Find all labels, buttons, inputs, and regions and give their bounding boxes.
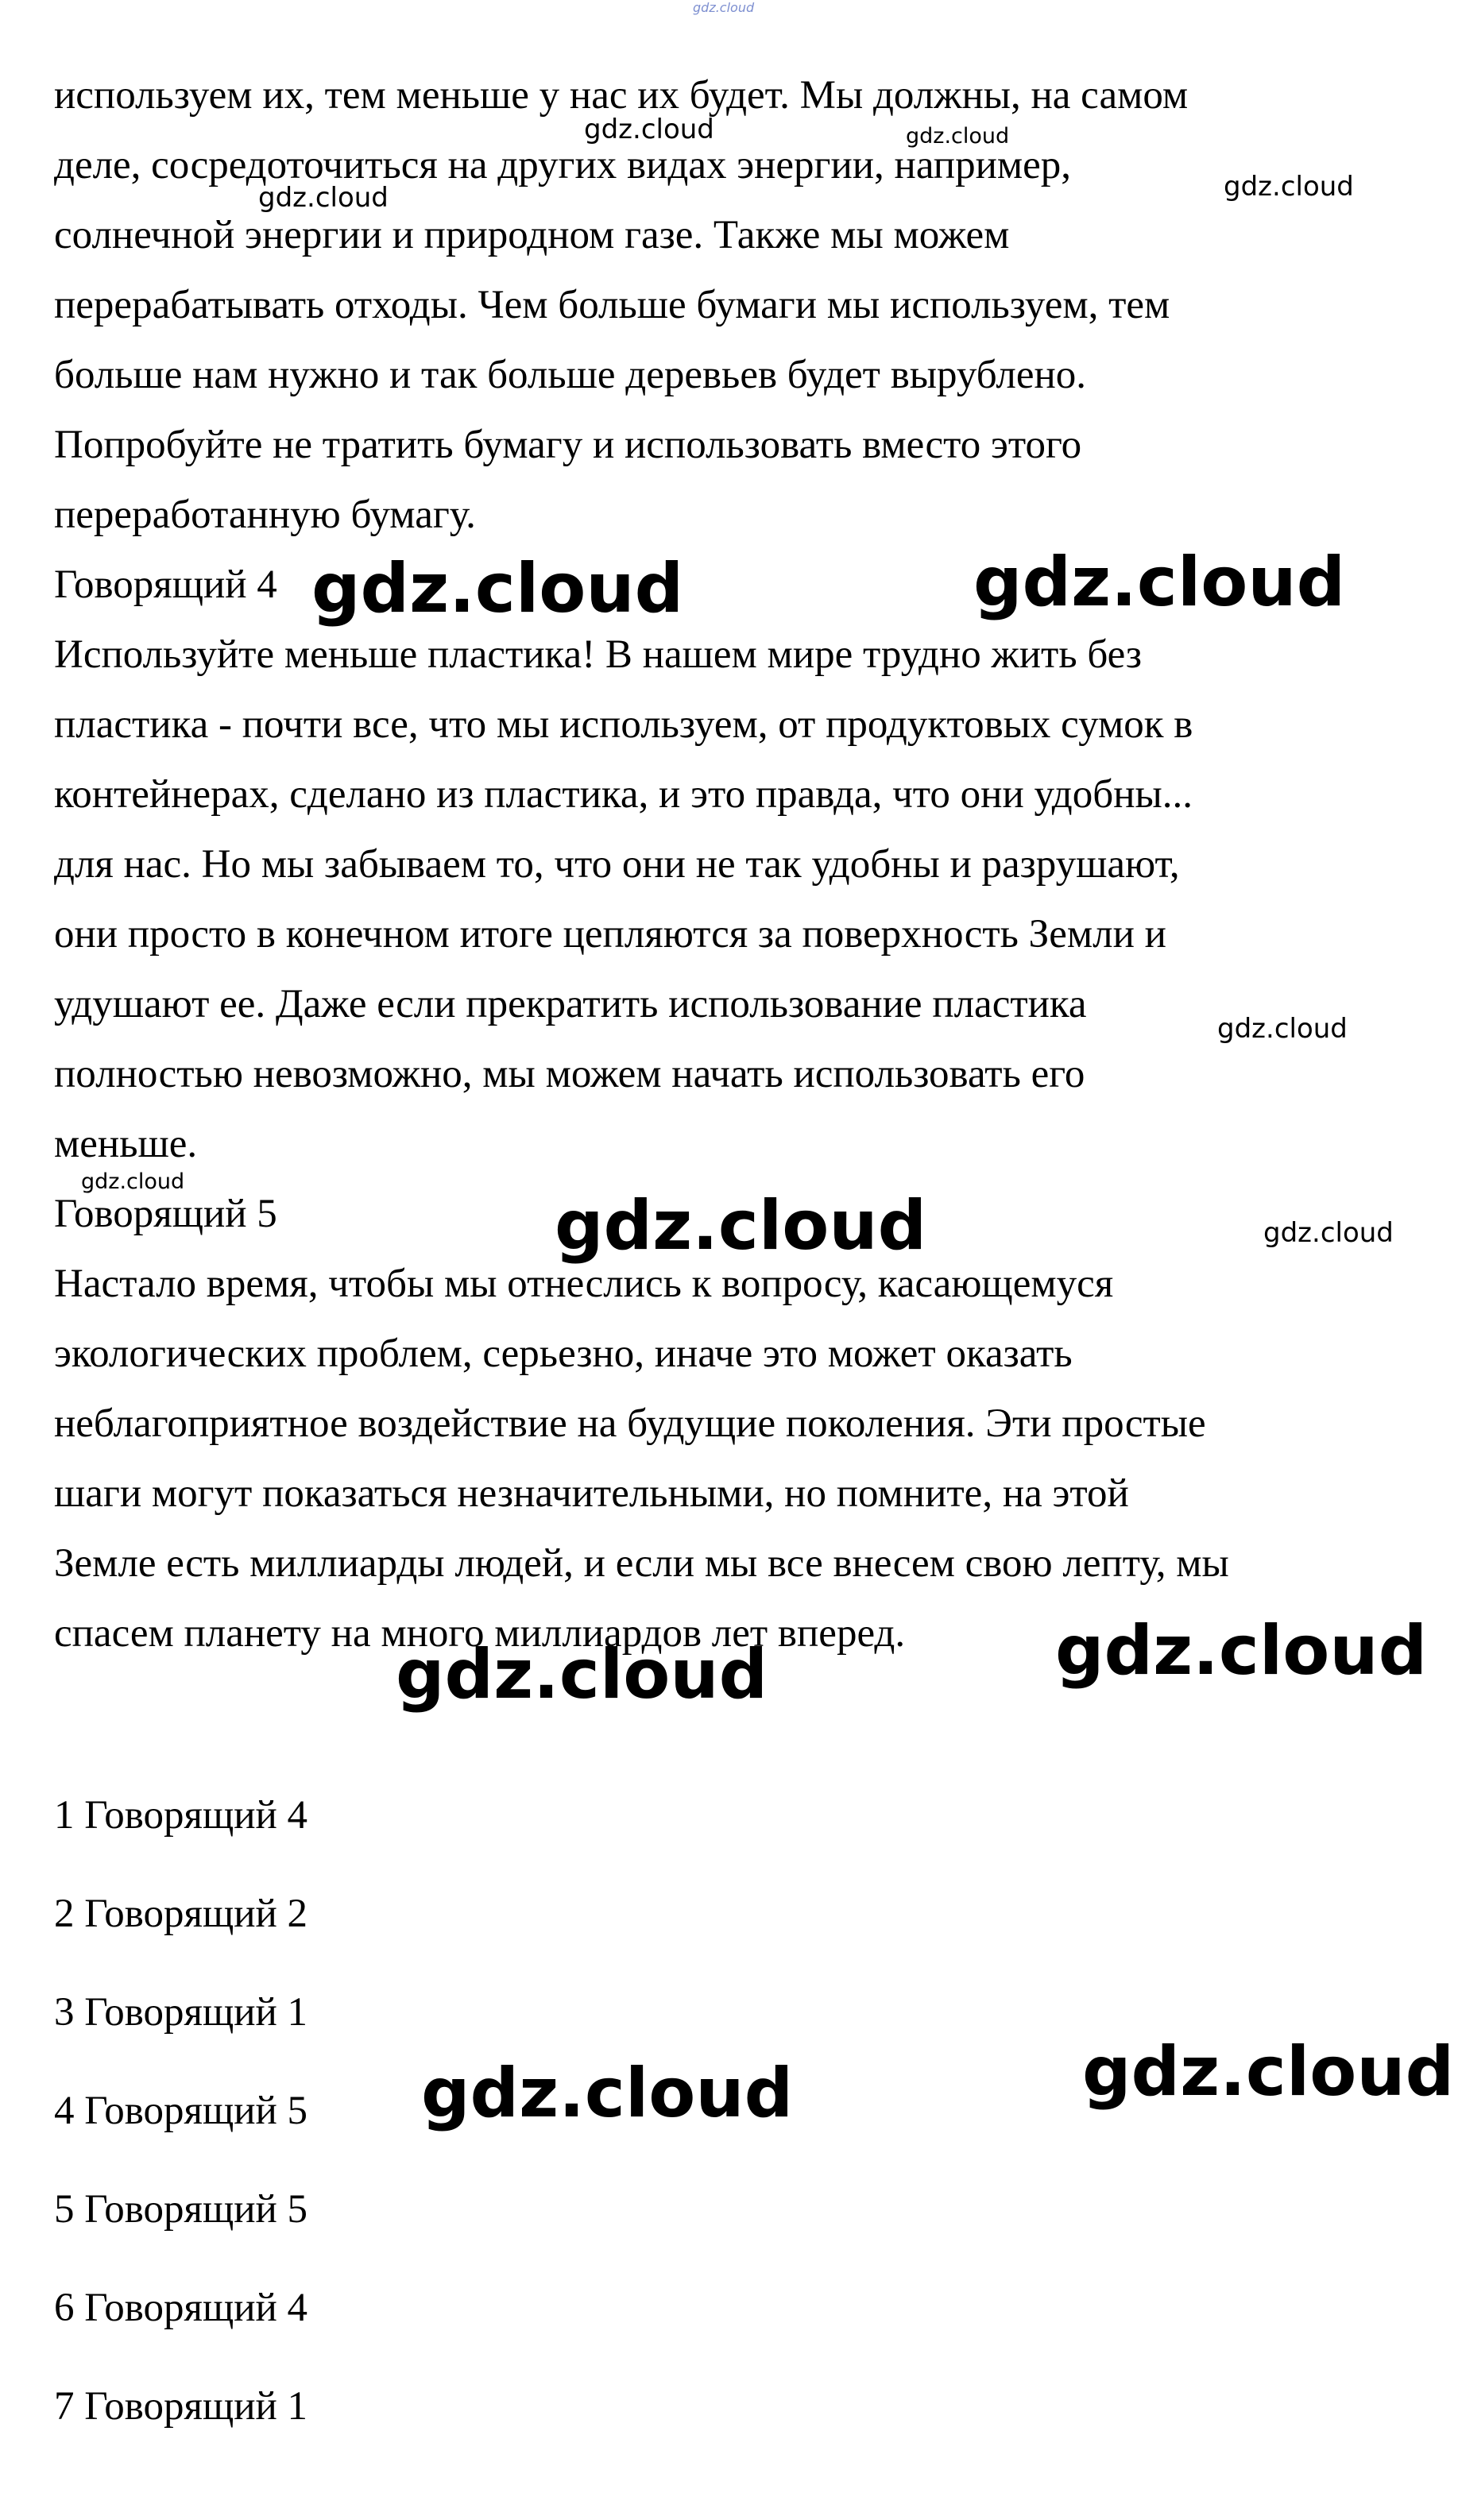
- text-line: солнечной энергии и природном газе. Также мы можем: [54, 213, 1010, 257]
- watermark: gdz.cloud: [555, 1186, 927, 1266]
- text-line: меньше.: [54, 1122, 198, 1166]
- answer-item: 7 Говорящий 1: [54, 2384, 308, 2429]
- watermark: gdz.cloud: [906, 124, 1010, 149]
- watermark: gdz.cloud: [421, 2054, 794, 2133]
- watermark: gdz.cloud: [1224, 171, 1354, 203]
- answer-item: 5 Говорящий 5: [54, 2187, 308, 2232]
- text-line: контейнерах, сделано из пластика, и это правда, что они удобны...: [54, 772, 1193, 817]
- text-line: Используйте меньше пластика! В нашем мире трудно жить без: [54, 632, 1143, 677]
- text-line: Земле есть миллиарды людей, и если мы все внесем свою лепту, мы: [54, 1541, 1229, 1586]
- text-line: удушают ее. Даже если прекратить использование пластика: [54, 982, 1087, 1026]
- text-line: перерабатывать отходы. Чем больше бумаги мы используем, тем: [54, 283, 1170, 327]
- text-line: больше нам нужно и так больше деревьев будет вырублено.: [54, 353, 1087, 397]
- watermark: gdz.cloud: [973, 543, 1346, 622]
- speaker-heading: Говорящий 4: [54, 562, 277, 607]
- text-line: деле, сосредоточиться на других видах энергии, например,: [54, 143, 1072, 187]
- text-line: переработанную бумагу.: [54, 493, 476, 537]
- text-line: неблагоприятное воздействие на будущие поколения. Эти простые: [54, 1401, 1206, 1446]
- watermark-top: gdz.cloud: [693, 0, 755, 15]
- answer-list: [54, 1791, 690, 2481]
- watermark: gdz.cloud: [258, 182, 389, 214]
- answer-item: 3 Говорящий 1: [54, 1990, 308, 2035]
- watermark: gdz.cloud: [311, 549, 684, 628]
- text-line: спасем планету на много миллиардов лет вперед.: [54, 1611, 906, 1656]
- watermark: gdz.cloud: [396, 1635, 768, 1714]
- text-line: шаги могут показаться незначительными, но помните, на этой: [54, 1471, 1129, 1516]
- watermark: gdz.cloud: [1055, 1611, 1428, 1691]
- document-text: [54, 60, 1421, 1668]
- text-line: для нас. Но мы забываем то, что они не так удобны и разрушают,: [54, 842, 1180, 887]
- text-line: полностью невозможно, мы можем начать использовать его: [54, 1052, 1085, 1096]
- text-line: Попробуйте не тратить бумагу и использовать вместо этого: [54, 423, 1082, 467]
- speaker-heading: Говорящий 5: [54, 1192, 277, 1236]
- answer-item: 1 Говорящий 4: [54, 1793, 308, 1838]
- text-line: они просто в конечном итоге цепляются за поверхность Земли и: [54, 912, 1166, 957]
- answer-item: 4 Говорящий 5: [54, 2089, 308, 2133]
- text-line: используем их, тем меньше у нас их будет. Мы должны, на самом: [54, 73, 1189, 118]
- watermark: gdz.cloud: [81, 1169, 185, 1194]
- text-line: экологических проблем, серьезно, иначе это может оказать: [54, 1332, 1073, 1376]
- watermark: gdz.cloud: [1217, 1013, 1348, 1045]
- answer-item: 2 Говорящий 2: [54, 1892, 308, 1936]
- text-line: пластика - почти все, что мы используем, от продуктовых сумок в: [54, 702, 1193, 747]
- watermark: gdz.cloud: [1082, 2032, 1455, 2112]
- watermark: gdz.cloud: [1263, 1217, 1394, 1249]
- answer-item: 6 Говорящий 4: [54, 2286, 308, 2330]
- watermark: gdz.cloud: [584, 114, 714, 145]
- text-line: Настало время, чтобы мы отнеслись к вопросу, касающемуся: [54, 1262, 1114, 1306]
